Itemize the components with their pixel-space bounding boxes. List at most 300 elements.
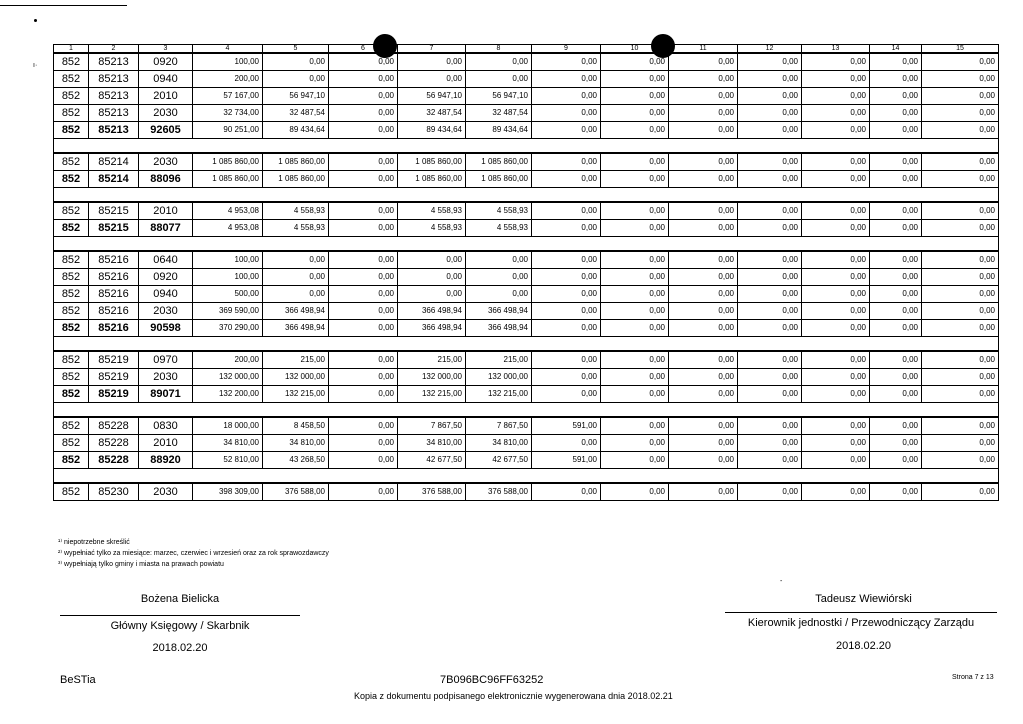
table-cell: 85228: [89, 417, 139, 435]
table-cell: 0,00: [802, 303, 870, 320]
table-cell: 0,00: [922, 269, 999, 286]
table-cell: 85216: [89, 286, 139, 303]
table-cell: 0,00: [532, 269, 601, 286]
table-cell: 852: [54, 71, 89, 88]
table-cell: 0,00: [669, 122, 738, 139]
table-cell: 0,00: [669, 303, 738, 320]
table-cell: 852: [54, 269, 89, 286]
table-cell: 0,00: [398, 71, 466, 88]
table-cell: 34 810,00: [466, 435, 532, 452]
table-cell: 0,00: [870, 71, 922, 88]
column-number: 15: [922, 45, 999, 54]
table-cell: 85215: [89, 202, 139, 220]
table-cell: 0,00: [802, 435, 870, 452]
table-cell: 0,00: [870, 483, 922, 501]
signature-line-right: [725, 612, 997, 613]
table-cell: 0,00: [802, 88, 870, 105]
footer-page-number: Strona 7 z 13: [952, 674, 994, 681]
table-cell: 0,00: [263, 286, 329, 303]
table-row: [54, 369, 999, 386]
column-number: 11: [669, 45, 738, 54]
table-cell: 0,00: [532, 122, 601, 139]
table-row-total: [54, 320, 999, 337]
table-cell: 852: [54, 483, 89, 501]
table-cell: 0,00: [922, 105, 999, 122]
table-cell: 85213: [89, 122, 139, 139]
table-row: [54, 417, 999, 435]
table-cell: 0,00: [802, 153, 870, 171]
column-number: 6: [329, 45, 398, 54]
table-cell: 0,00: [601, 435, 669, 452]
table-cell: 0,00: [329, 53, 398, 71]
table-cell: 89 434,64: [398, 122, 466, 139]
table-cell: 0,00: [601, 269, 669, 286]
table-cell: 0,00: [329, 320, 398, 337]
table-cell: 0,00: [329, 220, 398, 237]
table-cell: 85216: [89, 251, 139, 269]
table-cell: 0,00: [466, 269, 532, 286]
table-cell: 0,00: [922, 417, 999, 435]
table-cell: 366 498,94: [466, 320, 532, 337]
table-cell: 4 558,93: [466, 220, 532, 237]
table-cell: 1 085 860,00: [263, 153, 329, 171]
table-cell: 0,00: [329, 417, 398, 435]
table-cell: 0,00: [738, 71, 802, 88]
table-cell: 215,00: [398, 351, 466, 369]
separator-cell: [54, 469, 999, 484]
table-cell: 132 000,00: [466, 369, 532, 386]
table-cell: 0,00: [601, 53, 669, 71]
group-separator: [54, 469, 999, 484]
table-cell: 852: [54, 286, 89, 303]
table-cell: 0,00: [922, 88, 999, 105]
table-cell: 2030: [139, 153, 193, 171]
footer-document-code: 7B096BC96FF63252: [440, 674, 544, 686]
table-cell: 0,00: [738, 88, 802, 105]
table-cell: 215,00: [263, 351, 329, 369]
footnote-3: ³⁾ wypełniają tylko gminy i miasta na prawach powiatu: [58, 561, 224, 568]
table-cell: 0,00: [532, 369, 601, 386]
table-cell: 852: [54, 435, 89, 452]
scan-tick: -: [780, 578, 783, 585]
table-cell: 0,00: [802, 269, 870, 286]
table-cell: 0,00: [870, 220, 922, 237]
table-cell: 0,00: [329, 105, 398, 122]
footer-copy-note: Kopia z dokumentu podpisanego elektronicznie wygenerowana dnia 2018.02.21: [354, 691, 673, 701]
table-cell: 0,00: [398, 269, 466, 286]
table-cell: 0,00: [802, 452, 870, 469]
table-cell: 0,00: [870, 452, 922, 469]
table-cell: 0,00: [738, 369, 802, 386]
table-cell: 0,00: [466, 286, 532, 303]
table-cell: 7 867,50: [398, 417, 466, 435]
separator-cell: [54, 403, 999, 418]
table-cell: 852: [54, 351, 89, 369]
table-cell: 132 215,00: [398, 386, 466, 403]
table-cell: 0,00: [532, 71, 601, 88]
table-cell: 366 498,94: [398, 303, 466, 320]
table-cell: 0,00: [738, 483, 802, 501]
table-cell: 0,00: [870, 251, 922, 269]
table-cell: 85219: [89, 351, 139, 369]
table-cell: 7 867,50: [466, 417, 532, 435]
separator-cell: [54, 237, 999, 252]
budget-table: [53, 44, 999, 501]
table-cell: 0,00: [466, 53, 532, 71]
table-cell: 0,00: [738, 303, 802, 320]
table-cell: 370 290,00: [193, 320, 263, 337]
table-cell: 85213: [89, 71, 139, 88]
table-cell: 2010: [139, 88, 193, 105]
table-cell: 0,00: [329, 369, 398, 386]
table-cell: 2010: [139, 202, 193, 220]
table-cell: 0,00: [601, 153, 669, 171]
table-cell: 90598: [139, 320, 193, 337]
table-cell: 852: [54, 452, 89, 469]
table-cell: 0,00: [532, 88, 601, 105]
table-cell: 88096: [139, 171, 193, 188]
table-cell: 366 498,94: [263, 320, 329, 337]
table-cell: 85214: [89, 153, 139, 171]
table-cell: 0,00: [738, 220, 802, 237]
table-cell: 0,00: [870, 435, 922, 452]
table-cell: 32 487,54: [466, 105, 532, 122]
table-cell: 0,00: [532, 53, 601, 71]
table-cell: 0,00: [738, 386, 802, 403]
table-cell: 0,00: [601, 202, 669, 220]
footnote-2: ²⁾ wypełniać tylko za miesiące: marzec, czerwiec i wrzesień oraz za rok sprawozdawczy: [58, 550, 329, 557]
table-cell: 4 558,93: [398, 202, 466, 220]
table-cell: 32 487,54: [398, 105, 466, 122]
table-cell: 0,00: [738, 171, 802, 188]
table-row: [54, 88, 999, 105]
table-cell: 0,00: [738, 286, 802, 303]
table-cell: 852: [54, 386, 89, 403]
table-cell: 0920: [139, 269, 193, 286]
table-cell: 0,00: [870, 53, 922, 71]
table-cell: 0,00: [802, 286, 870, 303]
table-cell: 0,00: [802, 220, 870, 237]
table-cell: 0,00: [870, 153, 922, 171]
table-cell: 34 810,00: [263, 435, 329, 452]
table-cell: 0,00: [601, 351, 669, 369]
table-cell: 591,00: [532, 452, 601, 469]
footer-app-name: BeSTia: [60, 674, 96, 686]
table-cell: 0,00: [922, 71, 999, 88]
table-cell: 0,00: [802, 122, 870, 139]
table-cell: 0,00: [532, 351, 601, 369]
table-cell: 85216: [89, 303, 139, 320]
table-cell: 0,00: [922, 369, 999, 386]
table-cell: 100,00: [193, 269, 263, 286]
table-cell: 0,00: [802, 369, 870, 386]
table-cell: 0,00: [669, 269, 738, 286]
column-number: 5: [263, 45, 329, 54]
column-number: 2: [89, 45, 139, 54]
table-cell: 0,00: [738, 153, 802, 171]
table-cell: 0,00: [738, 320, 802, 337]
table-row-total: [54, 220, 999, 237]
table-cell: 852: [54, 220, 89, 237]
table-cell: 0,00: [870, 369, 922, 386]
table-cell: 0,00: [669, 417, 738, 435]
table-cell: 0,00: [601, 71, 669, 88]
table-cell: 0,00: [329, 351, 398, 369]
table-cell: 0,00: [329, 202, 398, 220]
table-cell: 0,00: [802, 320, 870, 337]
table-cell: 0,00: [669, 88, 738, 105]
table-cell: 85219: [89, 386, 139, 403]
table-cell: 1 085 860,00: [466, 153, 532, 171]
table-row: [54, 105, 999, 122]
table-cell: 4 558,93: [398, 220, 466, 237]
table-cell: 0,00: [329, 452, 398, 469]
table-cell: 0,00: [669, 202, 738, 220]
column-number: 13: [802, 45, 870, 54]
table-cell: 0,00: [329, 153, 398, 171]
table-cell: 132 000,00: [398, 369, 466, 386]
table-cell: 0,00: [922, 122, 999, 139]
table-cell: 0,00: [738, 269, 802, 286]
table-cell: 0,00: [738, 452, 802, 469]
table-cell: 0,00: [922, 251, 999, 269]
table-cell: 92605: [139, 122, 193, 139]
table-cell: 0,00: [669, 386, 738, 403]
table-row: [54, 286, 999, 303]
table-cell: 0,00: [922, 386, 999, 403]
table-cell: 0,00: [532, 483, 601, 501]
footnotes: [58, 537, 329, 570]
table-cell: 0,00: [601, 303, 669, 320]
table-cell: 0,00: [669, 351, 738, 369]
table-row-total: [54, 171, 999, 188]
table-cell: 0,00: [532, 202, 601, 220]
table-cell: 0,00: [669, 105, 738, 122]
table-cell: 90 251,00: [193, 122, 263, 139]
table-cell: 0,00: [532, 251, 601, 269]
table-cell: 200,00: [193, 351, 263, 369]
table-cell: 0,00: [802, 417, 870, 435]
table-cell: 0,00: [329, 286, 398, 303]
table-cell: 0,00: [738, 417, 802, 435]
table-cell: 0,00: [802, 105, 870, 122]
table-cell: 4 558,93: [466, 202, 532, 220]
signer-right-date: 2018.02.20: [835, 640, 892, 652]
table-cell: 4 953,08: [193, 220, 263, 237]
table-cell: 57 167,00: [193, 88, 263, 105]
table-cell: 0,00: [922, 286, 999, 303]
table-cell: 85216: [89, 320, 139, 337]
table-cell: 56 947,10: [398, 88, 466, 105]
table-cell: 0,00: [802, 351, 870, 369]
group-separator: [54, 337, 999, 352]
column-number: 7: [398, 45, 466, 54]
table-cell: 0,00: [669, 452, 738, 469]
table-cell: 366 498,94: [263, 303, 329, 320]
table-cell: 1 085 860,00: [193, 171, 263, 188]
table-cell: 42 677,50: [466, 452, 532, 469]
table-cell: 85216: [89, 269, 139, 286]
table-cell: 52 810,00: [193, 452, 263, 469]
table-cell: 0,00: [329, 269, 398, 286]
table-cell: 852: [54, 417, 89, 435]
table-cell: 132 215,00: [466, 386, 532, 403]
group-separator: [54, 188, 999, 203]
separator-cell: [54, 139, 999, 154]
table-row: [54, 71, 999, 88]
table-cell: 0,00: [669, 153, 738, 171]
signer-left-role: Główny Księgowy / Skarbnik: [110, 620, 250, 632]
table-cell: 0,00: [870, 105, 922, 122]
table-cell: 0,00: [738, 53, 802, 71]
table-cell: 0,00: [922, 53, 999, 71]
table-cell: 42 677,50: [398, 452, 466, 469]
group-separator: [54, 139, 999, 154]
table-cell: 85219: [89, 369, 139, 386]
table-cell: 0,00: [532, 105, 601, 122]
table-cell: 32 734,00: [193, 105, 263, 122]
table-cell: 85228: [89, 435, 139, 452]
table-row: [54, 202, 999, 220]
table-cell: 132 200,00: [193, 386, 263, 403]
table-cell: 1 085 860,00: [466, 171, 532, 188]
table-cell: 0830: [139, 417, 193, 435]
table-row: [54, 269, 999, 286]
table-cell: 0640: [139, 251, 193, 269]
table-cell: 0,00: [601, 220, 669, 237]
table-cell: 2030: [139, 105, 193, 122]
table-cell: 89071: [139, 386, 193, 403]
table-cell: 0,00: [466, 251, 532, 269]
table-row: [54, 251, 999, 269]
footnote-1: ¹⁾ niepotrzebne skreślić: [58, 539, 130, 546]
table-cell: 0,00: [669, 53, 738, 71]
table-cell: 0,00: [532, 220, 601, 237]
table-cell: 0,00: [532, 171, 601, 188]
table-cell: 0,00: [601, 105, 669, 122]
table-row: [54, 53, 999, 71]
table-cell: 0,00: [870, 202, 922, 220]
table-cell: 0,00: [738, 251, 802, 269]
table-cell: 85213: [89, 88, 139, 105]
table-cell: 0,00: [802, 171, 870, 188]
table-cell: 0,00: [669, 320, 738, 337]
table-cell: 0,00: [601, 369, 669, 386]
table-cell: 0,00: [802, 71, 870, 88]
group-separator: [54, 403, 999, 418]
table-cell: 376 588,00: [466, 483, 532, 501]
table-cell: 0,00: [329, 171, 398, 188]
table-cell: 0,00: [922, 153, 999, 171]
table-cell: 0,00: [263, 53, 329, 71]
table-cell: 852: [54, 105, 89, 122]
table-cell: 56 947,10: [263, 88, 329, 105]
table-cell: 852: [54, 171, 89, 188]
table-row: [54, 483, 999, 501]
table-cell: 1 085 860,00: [398, 171, 466, 188]
signature-line-left: [60, 615, 300, 616]
table-cell: 0,00: [601, 122, 669, 139]
table-cell: 0,00: [922, 320, 999, 337]
table-cell: 366 498,94: [398, 320, 466, 337]
table-cell: 0,00: [870, 417, 922, 435]
table-cell: 366 498,94: [466, 303, 532, 320]
table-cell: 0940: [139, 71, 193, 88]
table-cell: 0,00: [601, 251, 669, 269]
column-number: 3: [139, 45, 193, 54]
signer-left-name: Bożena Bielicka: [140, 593, 220, 605]
table-cell: 34 810,00: [193, 435, 263, 452]
table-cell: 0,00: [601, 386, 669, 403]
table-cell: 0,00: [870, 320, 922, 337]
table-cell: 0,00: [263, 269, 329, 286]
table-cell: 85230: [89, 483, 139, 501]
table-cell: 852: [54, 320, 89, 337]
table-cell: 0,00: [802, 53, 870, 71]
column-number: 12: [738, 45, 802, 54]
table-cell: 0,00: [738, 122, 802, 139]
table-cell: 0,00: [870, 303, 922, 320]
table-cell: 0,00: [532, 286, 601, 303]
table-cell: 0,00: [329, 88, 398, 105]
table-cell: 0,00: [802, 386, 870, 403]
table-cell: 0,00: [532, 303, 601, 320]
signer-right-role: Kierownik jednostki / Przewodniczący Zarządu: [747, 617, 975, 629]
table-cell: 132 000,00: [263, 369, 329, 386]
table-cell: 0,00: [922, 171, 999, 188]
top-edge-line: [0, 5, 127, 6]
table-cell: 0,00: [532, 386, 601, 403]
column-number: 1: [54, 45, 89, 54]
table-cell: 0,00: [601, 171, 669, 188]
table-cell: 0,00: [669, 171, 738, 188]
table-cell: 591,00: [532, 417, 601, 435]
table-cell: 0,00: [669, 286, 738, 303]
table-cell: 852: [54, 251, 89, 269]
table-cell: 0,00: [466, 71, 532, 88]
table-cell: 88077: [139, 220, 193, 237]
table-cell: 0,00: [669, 369, 738, 386]
table-cell: 0,00: [329, 122, 398, 139]
group-separator: [54, 237, 999, 252]
table-cell: 0,00: [870, 171, 922, 188]
table-cell: 4 558,93: [263, 202, 329, 220]
table-cell: 852: [54, 122, 89, 139]
table-cell: 43 268,50: [263, 452, 329, 469]
table-cell: 0,00: [263, 251, 329, 269]
table-cell: 0,00: [601, 483, 669, 501]
table-cell: 0,00: [922, 351, 999, 369]
table-cell: 1 085 860,00: [263, 171, 329, 188]
table-cell: 0970: [139, 351, 193, 369]
table-cell: 132 215,00: [263, 386, 329, 403]
table-cell: 0,00: [738, 351, 802, 369]
table-row-total: [54, 386, 999, 403]
table-cell: 4 953,08: [193, 202, 263, 220]
column-number: 4: [193, 45, 263, 54]
table-cell: 0,00: [802, 202, 870, 220]
table-cell: 1 085 860,00: [398, 153, 466, 171]
table-cell: 376 588,00: [263, 483, 329, 501]
table-cell: 85214: [89, 171, 139, 188]
table-cell: 369 590,00: [193, 303, 263, 320]
table-cell: 85215: [89, 220, 139, 237]
table-cell: 852: [54, 53, 89, 71]
table-cell: 0,00: [870, 122, 922, 139]
table-cell: 0,00: [738, 435, 802, 452]
table-cell: 2010: [139, 435, 193, 452]
table-cell: 852: [54, 202, 89, 220]
